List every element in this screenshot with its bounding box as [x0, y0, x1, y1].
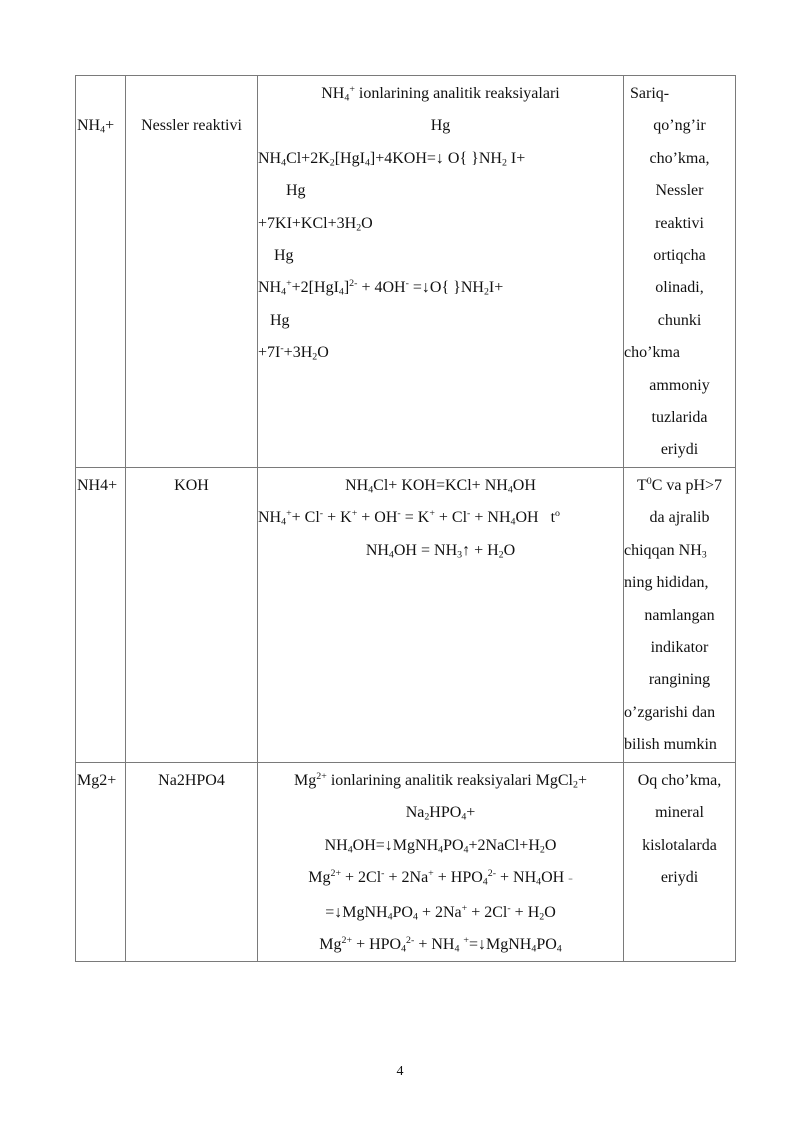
note-line: Sariq- [630, 85, 670, 102]
reaction-line: $+7I^-+3H_2O$ [258, 343, 329, 363]
reaction-cell [258, 76, 624, 468]
reaction-cell [258, 467, 624, 762]
reactions-table [75, 75, 736, 962]
note-line: o’zgarishi dan [624, 703, 716, 721]
note-line: namlangan [644, 606, 715, 624]
note-line: chunki [657, 311, 702, 329]
reaction-line: $NH_4Cl+2K_2[HgI_4]+4KOH=↓$ O{ }$NH_2$ I+ [258, 149, 526, 169]
note-line: Nessler [655, 182, 704, 200]
table-row [76, 762, 736, 961]
reaction-line: Hg [274, 247, 294, 265]
reaction-line: $NH_4OH$ = $NH_3↑ + H_2O$ [365, 541, 516, 561]
reaction-line: $Mg^{2+} + 2Cl^- + 2Na^+ + HPO_4^{2-} + NH_4OH$ = [308, 868, 573, 888]
note-line: bilish mumkin [624, 736, 717, 754]
reaction-line: Hg [270, 311, 290, 329]
note-line: mineral [655, 804, 704, 822]
note-line: ammoniy [649, 376, 710, 394]
ion-label: $NH_4+$ [77, 117, 115, 136]
reaction-line: Hg [430, 117, 451, 135]
reaction-line: $Mg^{2+} + HPO_4^{2-} + NH_4$ $^+=↓MgNH_4PO_4$ [319, 934, 562, 955]
note-line: cho’kma, [649, 149, 710, 167]
reaction-line: $NH_4^++ Cl^- + K^+ + OH^- = K^+ + Cl^- + NH_4OH$ $t^o$ [258, 508, 560, 528]
reaction-line: $Na_2HPO_4+$ [405, 804, 476, 823]
note-cell [624, 467, 736, 762]
note-line: qo’ng’ir [653, 117, 706, 135]
reaction-line: $Mg^{2+}$ ionlarining analitik reaksiyalari MgCl$_2$+ [294, 770, 587, 791]
ion-label: Mg2+ [77, 771, 117, 789]
reaction-line: $NH_4^++2[HgI_4]^{2-} + 4OH^-$ =↓O{ }$NH_2I+$ [258, 278, 504, 298]
note-line: eriydi [660, 441, 699, 459]
note-line: ning hididan, [624, 574, 709, 592]
note-line: tuzlarida [651, 409, 708, 427]
note-line: rangining [648, 671, 711, 689]
note-line: da ajralib [649, 509, 710, 527]
note-cell [624, 76, 736, 468]
note-line: olinadi, [655, 279, 704, 297]
ion-cell [76, 76, 126, 468]
note-cell [624, 762, 736, 961]
reaction-line: $NH_4OH=↓MgNH_4PO_4+2NaCl+H_2O$ [324, 836, 557, 856]
note-line: indikator [650, 638, 709, 656]
note-line: cho’kma [624, 344, 680, 362]
table-row [76, 467, 736, 762]
reaction-title: $NH_4^+$ ionlarining analitik reaksiyalari [321, 84, 560, 104]
reaction-line: $=↓MgNH_4PO_4 + 2Na^+ + 2Cl^- + H_2O$ [325, 902, 556, 922]
reaction-line: $+7KI+KCl+3H_2O$ [258, 214, 373, 234]
reagent-cell [126, 467, 258, 762]
reaction-cell [258, 762, 624, 961]
page-number: 4 [396, 1064, 404, 1079]
reagent-cell [126, 76, 258, 468]
reaction-line: $NH_4Cl+ KOH=KCl+ NH_4OH$ [345, 476, 536, 496]
reagent-label: KOH [174, 476, 209, 494]
note-line: ortiqcha [653, 247, 706, 265]
reagent-cell [126, 762, 258, 961]
note-line: chiqqan $NH_3$ [624, 541, 707, 561]
reaction-line: Hg [286, 182, 306, 200]
ion-cell [76, 762, 126, 961]
reagent-label: Na2HPO4 [158, 771, 225, 789]
note-line: Oq cho’kma, [637, 771, 722, 789]
note-line: reaktivi [655, 214, 704, 232]
ion-label: NH4+ [77, 476, 118, 494]
note-line: $T^0C$ va pH>7 [636, 475, 723, 494]
note-line: kislotalarda [642, 836, 717, 854]
table-row [76, 76, 736, 468]
note-line: eriydi [660, 869, 699, 887]
reagent-label: Nessler reaktivi [141, 117, 242, 134]
ion-cell [76, 467, 126, 762]
